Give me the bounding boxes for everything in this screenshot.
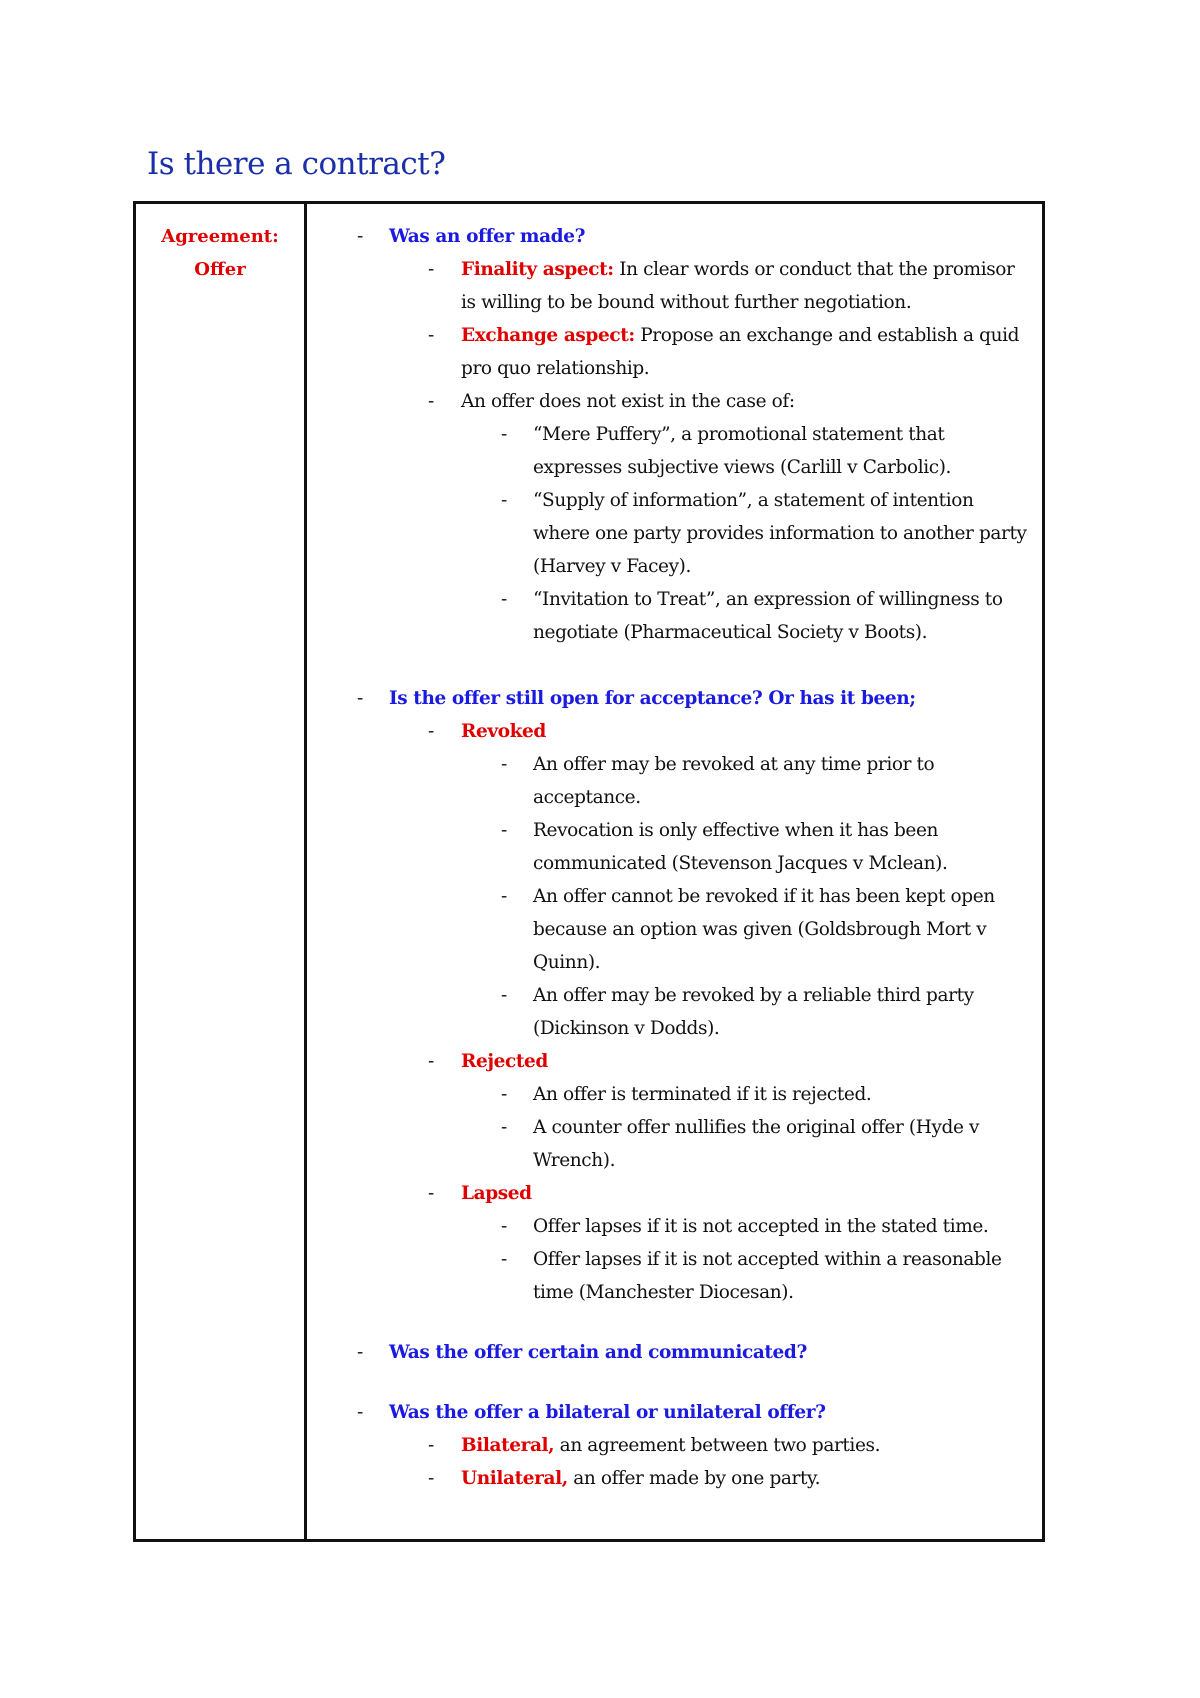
list-item — [307, 715, 1042, 748]
list-item — [307, 1396, 1042, 1429]
section-offer-made — [307, 220, 1042, 649]
dash-bullet-icon: - — [428, 391, 434, 412]
item-label: Exchange aspect: — [461, 325, 635, 346]
item-text: “Invitation to Treat”, an expression of willingness to negotiate (Pharmaceutical Society v Boots). — [533, 589, 1003, 643]
item-label: Unilateral, — [461, 1468, 568, 1489]
item-label: Revoked — [461, 721, 546, 742]
item-text: an agreement between two parties. — [554, 1435, 881, 1456]
page-title: Is there a contract? — [147, 146, 446, 182]
dash-bullet-icon: - — [501, 1084, 507, 1105]
list-item — [307, 1111, 1042, 1177]
item-label: Finality aspect: — [461, 259, 614, 280]
row-label-agreement: Agreement: — [161, 226, 279, 247]
item-text: An offer may be revoked by a reliable third party (Dickinson v Dodds). — [533, 985, 974, 1039]
list-item — [307, 748, 1042, 814]
section-offer-certain — [307, 1336, 1042, 1369]
item-text: Revocation is only effective when it has been communicated (Stevenson Jacques v Mclean). — [533, 820, 948, 874]
dash-bullet-icon: - — [428, 1468, 434, 1489]
list-item — [307, 880, 1042, 979]
item-text: In clear words or conduct that the promisor is willing to be bound without further negotiation. — [461, 259, 1015, 313]
dash-bullet-icon: - — [357, 688, 363, 709]
dash-bullet-icon: - — [501, 424, 507, 445]
item-label: Rejected — [461, 1051, 548, 1072]
item-text: An offer may be revoked at any time prior to acceptance. — [533, 754, 935, 808]
item-text: A counter offer nullifies the original offer (Hyde v Wrench). — [533, 1117, 980, 1171]
list-item — [307, 484, 1042, 583]
list-item — [307, 979, 1042, 1045]
list-item — [307, 814, 1042, 880]
item-label: Bilateral, — [461, 1435, 555, 1456]
dash-bullet-icon: - — [357, 1402, 363, 1423]
dash-bullet-icon: - — [357, 226, 363, 247]
list-item — [307, 385, 1042, 418]
list-item — [307, 1078, 1042, 1111]
dash-bullet-icon: - — [428, 1051, 434, 1072]
list-item — [307, 1177, 1042, 1210]
section-offer-open — [307, 682, 1042, 1309]
row-label-offer: Offer — [194, 259, 246, 280]
dash-bullet-icon: - — [501, 589, 507, 610]
row-label-cell — [136, 204, 304, 286]
item-text: an offer made by one party. — [567, 1468, 821, 1489]
dash-bullet-icon: - — [501, 985, 507, 1006]
content-cell — [307, 204, 1042, 1495]
item-label: Lapsed — [461, 1183, 532, 1204]
list-item — [307, 1045, 1042, 1078]
dash-bullet-icon: - — [428, 325, 434, 346]
list-item — [307, 418, 1042, 484]
section-heading: Was an offer made? — [389, 226, 586, 247]
section-offer-type — [307, 1396, 1042, 1495]
list-item — [307, 583, 1042, 649]
section-heading: Was the offer a bilateral or unilateral offer? — [389, 1402, 826, 1423]
dash-bullet-icon: - — [357, 1342, 363, 1363]
dash-bullet-icon: - — [501, 1117, 507, 1138]
dash-bullet-icon: - — [501, 886, 507, 907]
list-item — [307, 220, 1042, 253]
dash-bullet-icon: - — [501, 820, 507, 841]
dash-bullet-icon: - — [428, 259, 434, 280]
dash-bullet-icon: - — [501, 490, 507, 511]
list-item — [307, 253, 1042, 319]
dash-bullet-icon: - — [428, 1183, 434, 1204]
dash-bullet-icon: - — [428, 721, 434, 742]
list-item — [307, 1336, 1042, 1369]
item-text: Propose an exchange and establish a quid pro quo relationship. — [461, 325, 1020, 379]
list-item — [307, 1462, 1042, 1495]
dash-bullet-icon: - — [501, 1249, 507, 1270]
list-item — [307, 682, 1042, 715]
list-item — [307, 1429, 1042, 1462]
list-item — [307, 319, 1042, 385]
dash-bullet-icon: - — [428, 1435, 434, 1456]
dash-bullet-icon: - — [501, 1216, 507, 1237]
section-heading: Is the offer still open for acceptance? Or has it been; — [389, 688, 916, 709]
item-text: An offer does not exist in the case of: — [461, 391, 795, 412]
item-text: Offer lapses if it is not accepted in the stated time. — [533, 1216, 989, 1237]
list-item — [307, 1210, 1042, 1243]
item-text: “Mere Puffery”, a promotional statement that expresses subjective views (Carlill v Carbolic). — [533, 424, 952, 478]
item-text: An offer is terminated if it is rejected. — [533, 1084, 872, 1105]
dash-bullet-icon: - — [501, 754, 507, 775]
item-text: Offer lapses if it is not accepted within a reasonable time (Manchester Diocesan). — [533, 1249, 1002, 1303]
item-text: An offer cannot be revoked if it has been kept open because an option was given (Goldsbrough Mort v Quinn). — [533, 886, 995, 973]
contract-table — [133, 201, 1045, 1542]
section-heading: Was the offer certain and communicated? — [389, 1342, 807, 1363]
list-item — [307, 1243, 1042, 1309]
item-text: “Supply of information”, a statement of intention where one party provides information to another party (Harvey v Facey). — [533, 490, 1027, 577]
